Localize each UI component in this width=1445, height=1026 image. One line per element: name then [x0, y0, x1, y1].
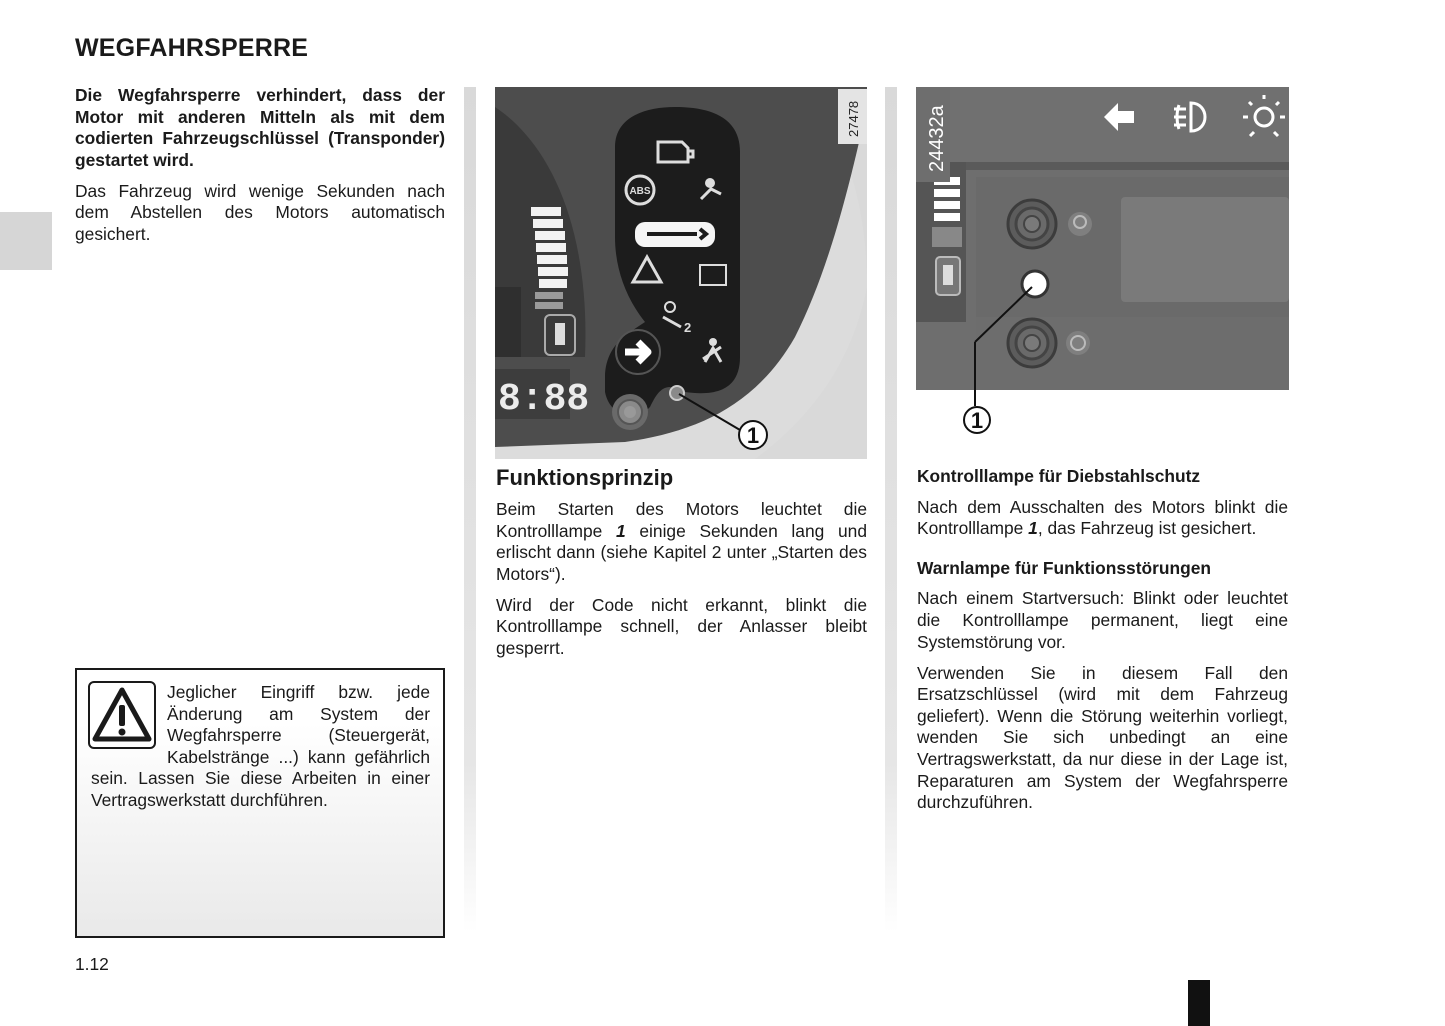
intro-paragraph: Das Fahrzeug wird wenige Sekunden nach dem Abstellen des Motors automatisch gesichert.: [75, 180, 445, 245]
figure-code-right: 24432a: [926, 105, 948, 172]
right-column-text: [917, 466, 1288, 823]
page-edge-marker: [1188, 980, 1210, 1026]
kontrolllampe-heading: Kontrolllampe für Diebstahlschutz: [917, 466, 1201, 486]
column-separator: [885, 87, 897, 932]
warnlampe-p2: Verwenden Sie in diesem Fall den Ersatzschlüssel (wird mit dem Fahrzeug geliefert). Wenn die Störung weiterhin vorliegt, wenden Sie sich unbedingt an eine Vertragswerkstatt, da nur diese in der Lage ist, Reparaturen am System der Wegfahrsperre durchzuführen.: [917, 662, 1288, 813]
warnlampe-heading: Warnlampe für Funktionsstörungen: [917, 557, 1212, 578]
dashboard-buttons-figure: [916, 87, 1289, 390]
callout-1-right: [962, 405, 992, 435]
intro-bold-paragraph: Die Wegfahrsperre verhindert, dass der Motor mit anderen Mitteln als mit dem codierten Fahrzeugschlüssel (Transponder) gestartet wird.: [75, 85, 445, 170]
warning-box: [75, 668, 445, 938]
svg-text:ABS: ABS: [629, 186, 651, 197]
funktionsprinzip-p1: Beim Starten des Motors leuchtet die Kontrolllampe 1 einige Sekunden lang und erlischt dann (siehe Kapitel 2 unter „Starten des Motors“).: [496, 499, 867, 584]
page-title: WEGFAHRSPERRE: [75, 34, 309, 62]
intro-section: [75, 85, 445, 255]
funktionsprinzip-heading: Funktionsprinzip: [496, 465, 674, 490]
warnlampe-p1: Nach einem Startversuch: Blinkt oder leuchtet die Kontrolllampe permanent, liegt eine Systemstörung vor.: [917, 588, 1288, 652]
column-separator: [464, 87, 476, 932]
warning-text: Jeglicher Eingriff bzw. jede Änderung am System der Wegfahrsperre (Steuergerät, Kabelstränge ...) kann gefährlich sein. Lassen Sie diese Arbeiten in einer Vertragswerkstatt durchführen.: [91, 682, 430, 810]
instrument-cluster-figure: [495, 87, 867, 459]
page-number: 1.12: [75, 954, 109, 974]
figure-code-left: 27478: [846, 100, 861, 137]
callout-1-right-label: 1: [970, 408, 984, 433]
kontrolllampe-p1: Nach dem Ausschalten des Motors blinkt die Kontrolllampe 1, das Fahrzeug ist gesichert.: [917, 496, 1288, 539]
svg-text:2: 2: [684, 320, 692, 335]
clock-display: 8:88: [498, 378, 590, 421]
funktionsprinzip-p2: Wird der Code nicht erkannt, blinkt die Kontrolllampe schnell, der Anlasser bleibt gesperrt.: [496, 594, 867, 659]
callout-leader: [974, 390, 976, 406]
chapter-tab: [0, 212, 52, 270]
funktionsprinzip-section: [496, 465, 867, 669]
callout-1-left: 1: [746, 423, 760, 448]
